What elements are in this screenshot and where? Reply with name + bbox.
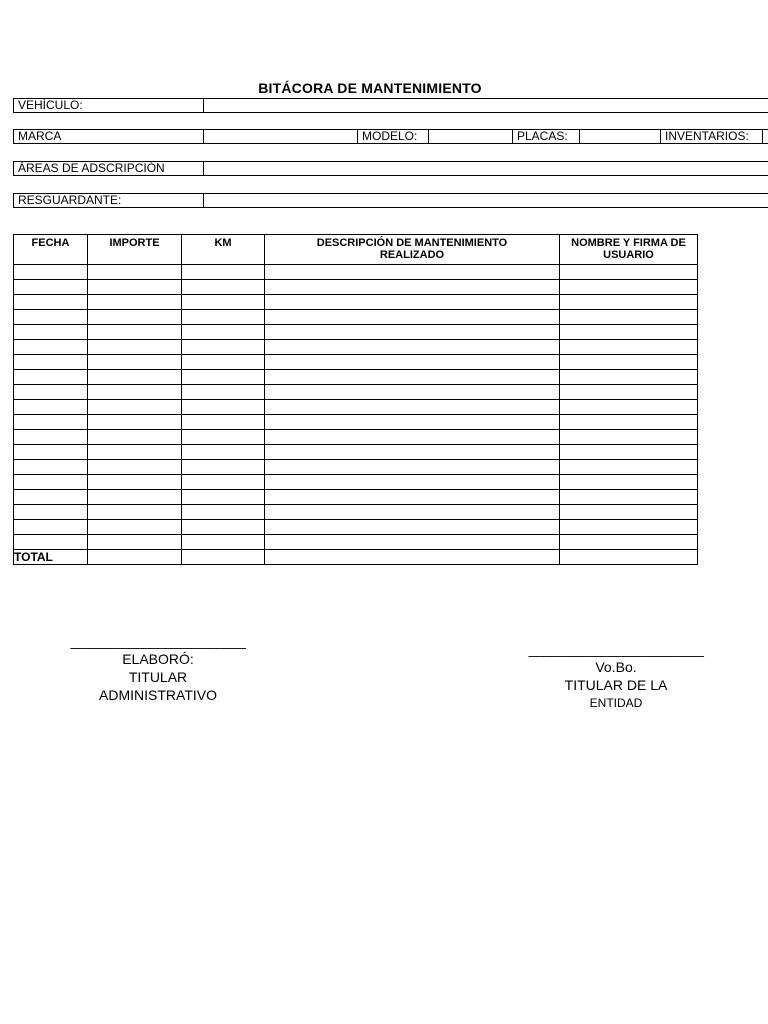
table-row [14,475,698,490]
fecha-cell[interactable] [14,400,88,415]
vehiculo-label: VEHÍCULO: [18,99,83,112]
signature-left-title2: ADMINISTRATIVO [99,687,217,703]
importe-cell[interactable] [88,415,182,430]
importe-cell[interactable] [88,370,182,385]
descripcion-cell[interactable] [265,400,560,415]
importe-cell[interactable] [88,310,182,325]
table-body [14,265,698,565]
signature-left-line: ________________________ [70,633,246,649]
fecha-cell[interactable] [14,475,88,490]
importe-cell[interactable] [88,445,182,460]
fecha-cell[interactable] [14,340,88,355]
header-descripcion: DESCRIPCIÓN DE MANTENIMIENTO REALIZADO [265,235,560,265]
firma-cell[interactable] [560,535,698,550]
firma-cell[interactable] [560,490,698,505]
km-cell[interactable] [182,310,265,325]
importe-cell[interactable] [88,340,182,355]
table-row [14,370,698,385]
descripcion-cell[interactable] [265,460,560,475]
fecha-cell[interactable] [14,415,88,430]
descripcion-cell[interactable] [265,280,560,295]
header-nombre-firma: NOMBRE Y FIRMA DE USUARIO [560,235,698,265]
descripcion-cell[interactable] [265,445,560,460]
firma-cell[interactable] [560,325,698,340]
descripcion-cell[interactable] [265,505,560,520]
fecha-cell[interactable] [14,520,88,535]
firma-cell[interactable] [560,280,698,295]
signature-right-role: Vo.Bo. [595,659,637,675]
total-row [14,550,698,565]
placas-field[interactable] [579,130,660,143]
vehiculo-row [13,98,768,113]
fecha-cell[interactable] [14,280,88,295]
table-row [14,265,698,280]
firma-cell[interactable] [560,430,698,445]
importe-cell[interactable] [88,295,182,310]
areas-field[interactable] [203,162,768,175]
table-row [14,460,698,475]
table-row [14,430,698,445]
km-cell[interactable] [182,535,265,550]
km-cell[interactable] [182,370,265,385]
total-descripcion-cell[interactable] [265,550,560,565]
descripcion-cell[interactable] [265,535,560,550]
total-firma-cell[interactable] [560,550,698,565]
total-label: TOTAL [14,550,88,565]
maintenance-log-table [13,234,698,565]
descripcion-cell[interactable] [265,340,560,355]
table-row [14,505,698,520]
km-cell[interactable] [182,475,265,490]
descripcion-cell[interactable] [265,415,560,430]
km-cell[interactable] [182,385,265,400]
signature-right [516,640,716,712]
descripcion-cell[interactable] [265,490,560,505]
km-cell[interactable] [182,340,265,355]
importe-cell[interactable] [88,505,182,520]
table-row [14,385,698,400]
fecha-cell[interactable] [14,430,88,445]
descripcion-cell[interactable] [265,310,560,325]
header-importe: IMPORTE [88,235,182,265]
total-km-cell[interactable] [182,550,265,565]
km-cell[interactable] [182,430,265,445]
importe-cell[interactable] [88,490,182,505]
firma-cell[interactable] [560,445,698,460]
table-row [14,280,698,295]
header-km: KM [182,235,265,265]
km-cell[interactable] [182,445,265,460]
signature-left-title1: TITULAR [128,669,188,685]
km-cell[interactable] [182,520,265,535]
signature-left [58,632,258,704]
importe-cell[interactable] [88,265,182,280]
km-cell[interactable] [182,490,265,505]
resguardante-field[interactable] [203,194,768,207]
signature-right-title2: ENTIDAD [589,696,643,710]
firma-cell[interactable] [560,415,698,430]
importe-cell[interactable] [88,535,182,550]
firma-cell[interactable] [560,385,698,400]
placas-label: PLACAS: [512,130,579,143]
firma-cell[interactable] [560,475,698,490]
km-cell[interactable] [182,355,265,370]
table-row [14,535,698,550]
km-cell[interactable] [182,325,265,340]
fecha-cell[interactable] [14,490,88,505]
importe-cell[interactable] [88,385,182,400]
importe-cell[interactable] [88,325,182,340]
firma-cell[interactable] [560,505,698,520]
importe-cell[interactable] [88,430,182,445]
header-fecha: FECHA [14,235,88,265]
importe-cell[interactable] [88,400,182,415]
firma-cell[interactable] [560,520,698,535]
firma-cell[interactable] [560,400,698,415]
firma-cell[interactable] [560,370,698,385]
fecha-cell[interactable] [14,355,88,370]
table-row [14,310,698,325]
inventarios-field[interactable] [762,130,768,143]
km-cell[interactable] [182,280,265,295]
descripcion-cell[interactable] [265,325,560,340]
fecha-cell[interactable] [14,370,88,385]
firma-cell[interactable] [560,295,698,310]
km-cell[interactable] [182,505,265,520]
fecha-cell[interactable] [14,385,88,400]
fecha-cell[interactable] [14,460,88,475]
km-cell[interactable] [182,415,265,430]
marca-label: MARCA [18,130,62,143]
signature-left-role: ELABORÓ: [122,651,194,667]
descripcion-cell[interactable] [265,520,560,535]
fecha-cell[interactable] [14,295,88,310]
table-row [14,415,698,430]
resguardante-label: RESGUARDANTE: [18,194,122,207]
firma-cell[interactable] [560,460,698,475]
table-row [14,520,698,535]
document-title: BITÁCORA DE MANTENIMIENTO [258,80,482,96]
signature-right-title1: TITULAR DE LA [564,677,668,693]
modelo-field[interactable] [428,130,512,143]
areas-label: ÁREAS DE ADSCRIPCIÓN [18,162,165,175]
table-row [14,295,698,310]
fecha-cell[interactable] [14,325,88,340]
signature-right-line: ________________________ [528,641,704,657]
total-importe-cell[interactable] [88,550,182,565]
importe-cell[interactable] [88,460,182,475]
table-row [14,445,698,460]
descripcion-cell[interactable] [265,430,560,445]
modelo-label: MODELO: [357,130,428,143]
descripcion-cell[interactable] [265,385,560,400]
firma-cell[interactable] [560,310,698,325]
resguardante-row [13,193,768,208]
km-cell[interactable] [182,400,265,415]
descripcion-cell[interactable] [265,295,560,310]
fecha-cell[interactable] [14,265,88,280]
descripcion-cell[interactable] [265,265,560,280]
descripcion-cell[interactable] [265,370,560,385]
fecha-cell[interactable] [14,535,88,550]
km-cell[interactable] [182,265,265,280]
fecha-cell[interactable] [14,445,88,460]
firma-cell[interactable] [560,355,698,370]
marca-field[interactable] [203,130,357,143]
importe-cell[interactable] [88,520,182,535]
descripcion-cell[interactable] [265,355,560,370]
table-row [14,400,698,415]
firma-cell[interactable] [560,340,698,355]
descripcion-cell[interactable] [265,475,560,490]
km-cell[interactable] [182,295,265,310]
importe-cell[interactable] [88,355,182,370]
fecha-cell[interactable] [14,505,88,520]
fecha-cell[interactable] [14,310,88,325]
table-row [14,325,698,340]
firma-cell[interactable] [560,265,698,280]
areas-row [13,161,768,176]
inventarios-label: INVENTARIOS: [660,130,762,143]
table-row [14,355,698,370]
table-row [14,340,698,355]
table-header-row [14,235,698,265]
vehiculo-field[interactable] [203,99,768,112]
importe-cell[interactable] [88,475,182,490]
table-row [14,490,698,505]
km-cell[interactable] [182,460,265,475]
importe-cell[interactable] [88,280,182,295]
marca-row [13,129,768,144]
